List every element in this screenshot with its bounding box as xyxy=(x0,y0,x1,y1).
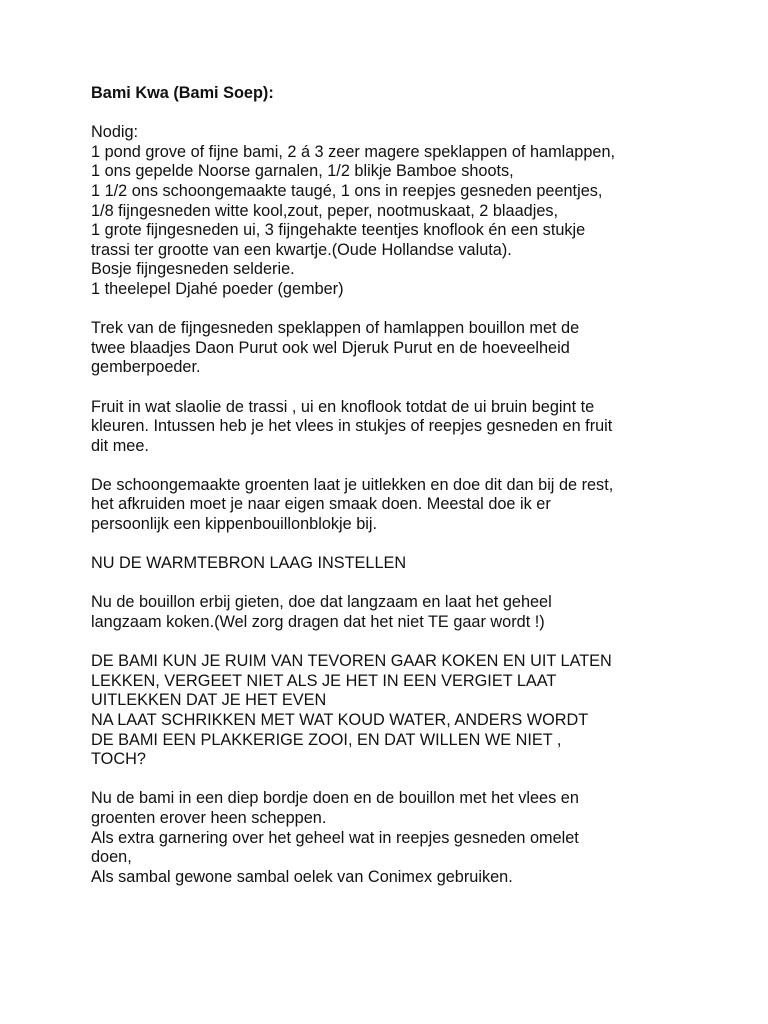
text-line: DE BAMI EEN PLAKKERIGE ZOOI, EN DAT WILLEN WE NIET , xyxy=(91,730,562,749)
text-line: gemberpoeder. xyxy=(91,358,201,377)
text-line: Als sambal gewone sambal oelek van Conimex gebruiken. xyxy=(91,867,513,886)
instruction-paragraph-vegetables xyxy=(91,476,731,535)
recipe-title: Bami Kwa (Bami Soep): xyxy=(91,84,274,102)
ingredients-label: Nodig: xyxy=(91,123,139,142)
text-line: dit mee. xyxy=(91,436,149,455)
text-line: Als extra garnering over het geheel wat in reepjes gesneden omelet xyxy=(91,828,579,847)
text-line: DE BAMI KUN JE RUIM VAN TEVOREN GAAR KOKEN EN UIT LATEN xyxy=(91,652,612,671)
text-line: LEKKEN, VERGEET NIET ALS JE HET IN EEN VERGIET LAAT xyxy=(91,671,557,690)
ingredient-line: Bosje fijngesneden selderie. xyxy=(91,260,295,279)
text-line: het afkruiden moet je naar eigen smaak doen. Meestal doe ik er xyxy=(91,495,551,514)
ingredient-line: 1/8 fijngesneden witte kool,zout, peper, nootmuskaat, 2 blaadjes, xyxy=(91,201,559,220)
text-line: NA LAAT SCHRIKKEN MET WAT KOUD WATER, ANDERS WORDT xyxy=(91,711,589,729)
instruction-paragraph-fry xyxy=(91,398,731,457)
ingredient-line: 1 ons gepelde Noorse garnalen, 1/2 blikje Bamboe shoots, xyxy=(91,162,514,181)
text-line: groenten erover heen scheppen. xyxy=(91,808,327,827)
text-line: Fruit in wat slaolie de trassi , ui en knoflook totdat de ui bruin begint te xyxy=(91,397,595,416)
text-line: Nu de bami in een diep bordje doen en de bouillon met het vlees en xyxy=(91,789,579,808)
ingredient-line: 1 theelepel Djahé poeder (gember) xyxy=(91,279,344,298)
text-line: Nu de bouillon erbij gieten, doe dat langzaam en laat het geheel xyxy=(91,593,552,612)
instruction-paragraph-serve xyxy=(91,789,731,887)
instruction-paragraph-cook-bami xyxy=(91,652,731,770)
text-line: langzaam koken.(Wel zorg dragen dat het niet TE gaar wordt !) xyxy=(91,613,545,632)
instruction-paragraph-bouillon xyxy=(91,319,731,378)
ingredient-line: 1 grote fijngesneden ui, 3 fijngehakte teentjes knoflook én een stukje xyxy=(91,221,586,240)
text-line: UITLEKKEN DAT JE HET EVEN xyxy=(91,691,327,710)
text-line: twee blaadjes Daon Purut ook wel Djeruk Purut en de hoeveelheid xyxy=(91,338,570,357)
ingredients-list xyxy=(91,143,731,300)
recipe-page xyxy=(91,84,731,907)
instruction-paragraph-pour-bouillon xyxy=(91,593,731,632)
ingredient-line: 1 pond grove of fijne bami, 2 á 3 zeer magere speklappen of hamlappen, xyxy=(91,142,616,161)
ingredient-line: trassi ter grootte van een kwartje.(Oude Hollandse valuta). xyxy=(91,240,512,259)
text-line: kleuren. Intussen heb je het vlees in stukjes of reepjes gesneden en fruit xyxy=(91,417,613,436)
text-line: De schoongemaakte groenten laat je uitlekken en doe dit dan bij de rest, xyxy=(91,475,614,494)
instruction-heat-low xyxy=(91,554,731,574)
ingredient-line: 1 1/2 ons schoongemaakte taugé, 1 ons in reepjes gesneden peentjes, xyxy=(91,181,603,200)
text-line: TOCH? xyxy=(91,750,146,769)
text-line: Trek van de fijngesneden speklappen of hamlappen bouillon met de xyxy=(91,319,580,338)
text-line: persoonlijk een kippenbouillonblokje bij. xyxy=(91,515,378,534)
text-line: NU DE WARMTEBRON LAAG INSTELLEN xyxy=(91,554,407,573)
text-line: doen, xyxy=(91,848,132,867)
